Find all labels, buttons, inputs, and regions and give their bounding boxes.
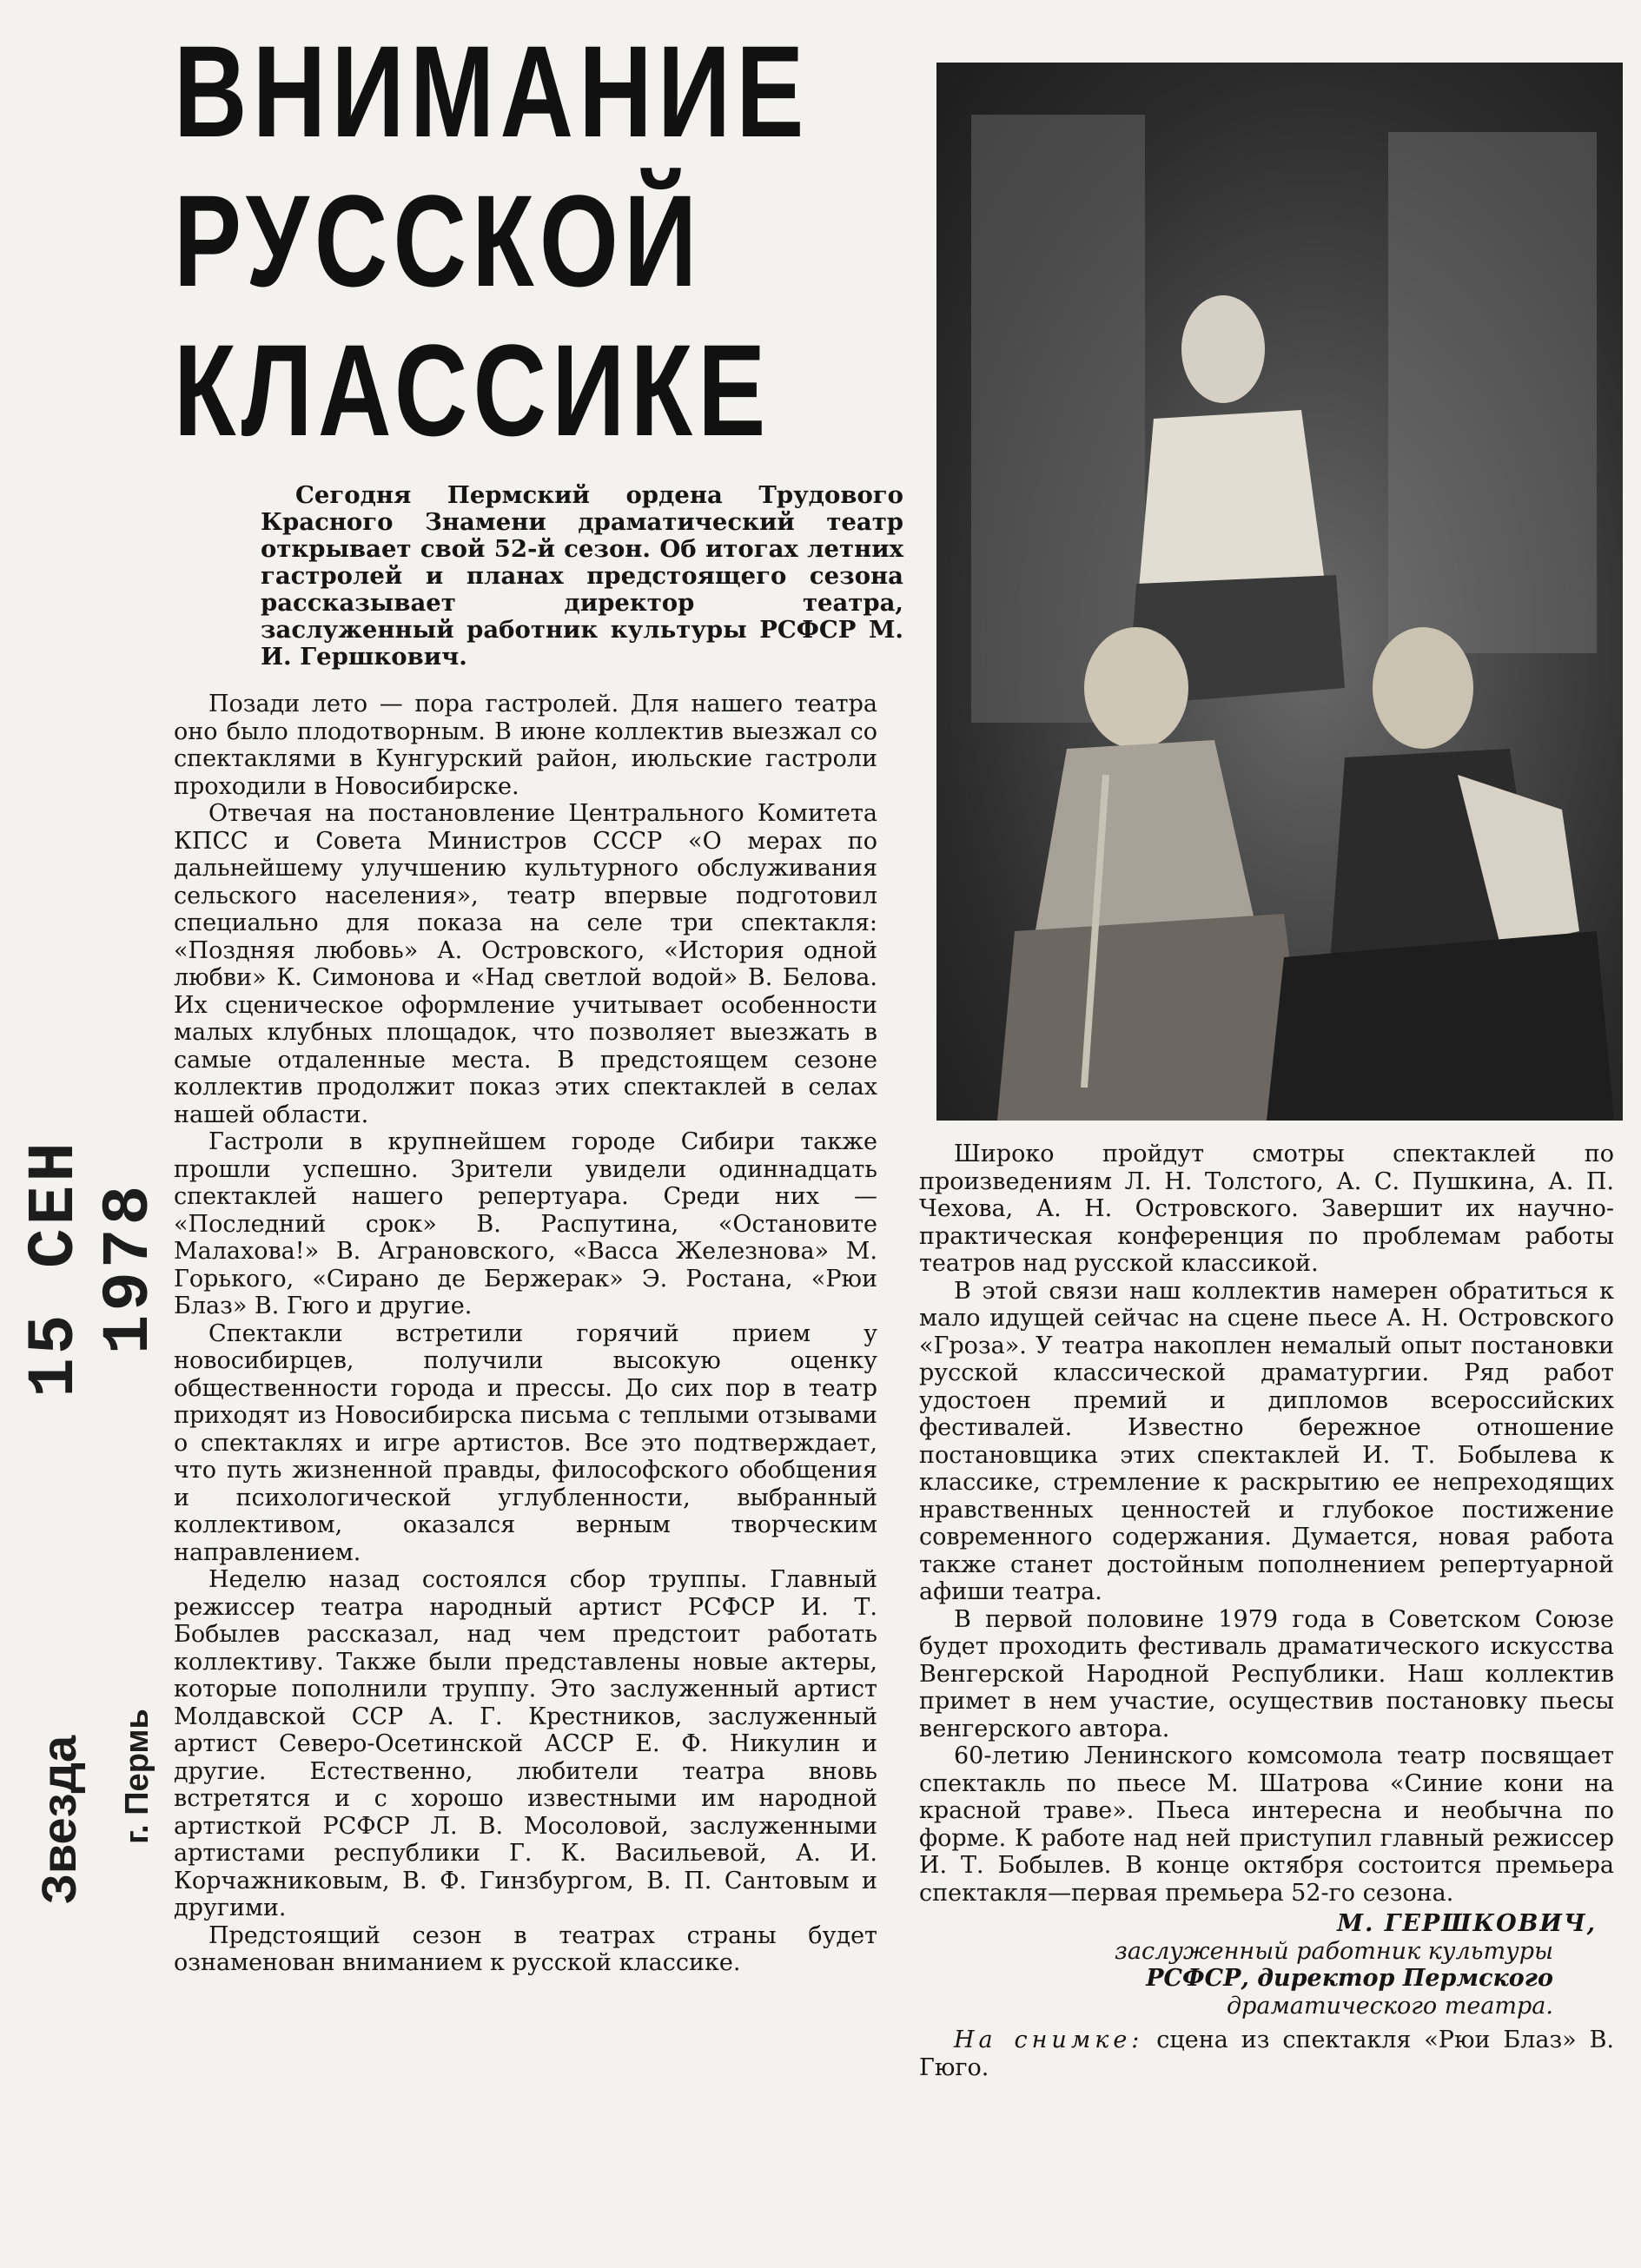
photo-caption (919, 2027, 1614, 2081)
author-name: М. ГЕРШКОВИЧ, (1337, 1910, 1597, 1937)
paragraph: В этой связи наш коллектив намерен обратиться к мало идущей сейчас на сцене пьесе А. Н. Островского «Гроза». У театра накоплен немалый опыт постановки русской классической драматургии. Ряд работ удостоен премий и дипломов всероссийских фестивалей. Известно бережное отношение постановщика этих спектаклей И. Т. Бобылева к классике, стремление к раскрытию ее непреходящих нравственных ценностей и глубокое постижение современного содержания. Думается, новая работа также станет достойным пополнением репертуарной афиши театра. (919, 1277, 1614, 1605)
author-title-line-2: РСФСР, директор Пермского (1146, 1965, 1553, 1992)
theatre-scene-photo (936, 63, 1623, 1121)
date-stamp: 15 СЕН 1978 (17, 1139, 167, 1398)
newspaper-name-stamp: Звезда (31, 1735, 86, 1905)
paragraph: Неделю назад состоялся сбор труппы. Главный режиссер театра народный артист РСФСР И. Т. Бобылев рассказал, над чем предстоит работать коллективу. Также были представлены новые актеры, которые пополнили труппу. Это заслуженный артист Молдавской ССР А. Г. Крестников, заслуженный артист Северо-Осетинской АССР Е. Ф. Никулин и другие. Естественно, любители театра вновь встретятся и с хорошо известными им народной артисткой РСФСР Л. В. Мосоловой, заслуженными артистами республики Г. К. Васильевой, А. И. Корчажниковым, В. Ф. Гинзбургом, В. П. Сантовым и другими. (174, 1566, 877, 1921)
paragraph: Предстоящий сезон в театрах страны будет ознаменован вниманием к русской классике. (174, 1921, 877, 1976)
headline-line-1: ВНИМАНИЕ (174, 18, 810, 164)
headline (174, 18, 869, 474)
photo-illustration (936, 63, 1623, 1121)
headline-line-3: КЛАССИКЕ (174, 317, 771, 463)
paragraph: Гастроли в крупнейшем городе Сибири также прошли успешно. Зрители увидели одиннадцать спектаклей нашего репертуара. Среди них — «Последний срок» В. Распутина, «Остановите Малахова!» В. Аграновского, «Васса Железнова» М. Горького, «Сирано де Бержерак» Э. Ростана, «Рюи Блаз» В. Гюго и другие. (174, 1128, 877, 1319)
headline-line-2: РУССКОЙ (174, 168, 703, 314)
paragraph: В первой половине 1979 года в Советском Союзе будет проходить фестиваль драматического искусства Венгерской Народной Республики. Наш коллектив примет в нем участие, осуществив постановку пьесы венгерского автора. (919, 1605, 1614, 1742)
paragraph: Широко пройдут смотры спектаклей по произведениям Л. Н. Толстого, А. С. Пушкина, А. П. Чехова, А. Н. Островского. Завершит их научно-практическая конференция по проблемам работы театров над русской классикой. (919, 1141, 1614, 1277)
paragraph: Отвечая на постановление Центрального Комитета КПСС и Совета Министров СССР «О мерах по дальнейшему улучшению культурного обслуживания сельского населения», театр впервые подготовил специально для показа на селе три спектакля: «Поздняя любовь» А. Островского, «История одной любви» К. Симонова и «Над светлой водой» В. Белова. Их сценическое оформление учитывает особенности малых клубных площадок, что позволяет выезжать в самые отдаленные места. В предстоящем сезоне коллектив продолжит показ этих спектаклей в селах нашей области. (174, 800, 877, 1128)
author-title-line-3: драматического театра. (1227, 1992, 1553, 2020)
caption-label: На снимке: (954, 2027, 1144, 2053)
city-stamp: г. Пермь (119, 1709, 155, 1844)
signature-block (919, 1910, 1614, 2020)
paragraph: Спектакли встретили горячий прием у новосибирцев, получили высокую оценку общественности города и прессы. До сих пор в театр приходят из Новосибирска письма с теплыми отзывами о спектаклях и игре артистов. Все это подтверждает, что путь жизненной правды, философского обобщения и психологической углубленности, выбранный коллективом, оказался верным творческим направлением. (174, 1319, 877, 1566)
lead-paragraph: Сегодня Пермский ордена Трудового Красного Знамени драматический театр открывает свой 52-й сезон. Об итогах летних гастролей и планах предстоящего сезона рассказывает директор театра, заслуженный работник культуры РСФСР М. И. Гершкович. (261, 481, 903, 671)
author-title-line-1: заслуженный работник культуры (1115, 1937, 1553, 1965)
left-text-column (174, 691, 877, 1977)
paragraph: 60-летию Ленинского комсомола театр посвящает спектакль по пьесе М. Шатрова «Синие кони на красной траве». Пьеса интересна и необычна по форме. К работе над ней приступил главный режиссер И. Т. Бобылев. В конце октября состоится премьера спектакля—первая премьера 52-го сезона. (919, 1742, 1614, 1907)
right-text-column (919, 1141, 1614, 2081)
caption-text: сцена из спектакля «Рюи Блаз» В. Гюго. (919, 2027, 1614, 2081)
paragraph: Позади лето — пора гастролей. Для нашего театра оно было плодотворным. В июне коллектив выезжал со спектаклями в Кунгурский район, июльские гастроли проходили в Новосибирске. (174, 691, 877, 800)
